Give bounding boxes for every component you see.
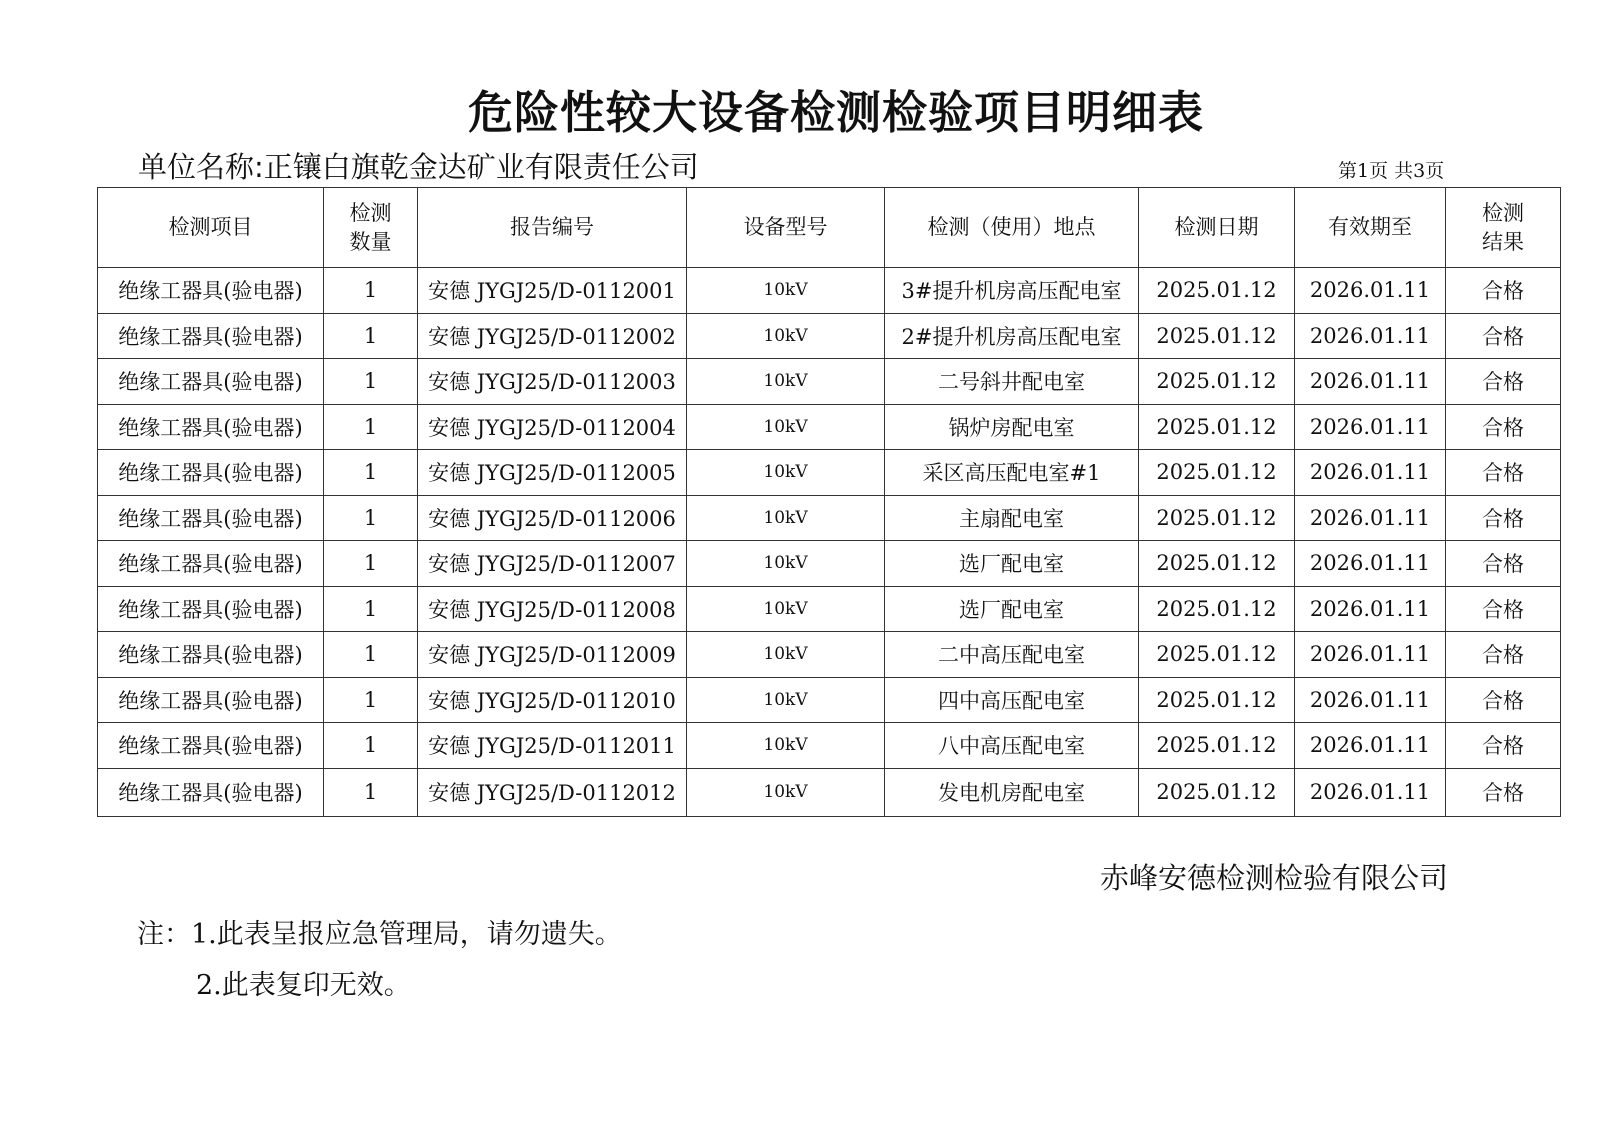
inspection-detail-table	[97, 187, 1561, 817]
cell-test-date: 2025.01.12	[1139, 404, 1295, 450]
table-row	[98, 586, 1561, 632]
header-qty-text: 检测 数量	[349, 200, 392, 254]
cell-location: 二号斜井配电室	[885, 359, 1139, 405]
cell-model: 10kV	[687, 723, 885, 769]
cell-model: 10kV	[687, 268, 885, 314]
unit-label: 单位名称:	[138, 150, 264, 184]
cell-report-no: 安德 JYGJ25/D-0112001	[418, 268, 687, 314]
cell-location: 发电机房配电室	[885, 768, 1139, 816]
table-row	[98, 359, 1561, 405]
document-title: 危险性较大设备检测检验项目明细表	[467, 86, 1204, 139]
cell-test-date: 2025.01.12	[1139, 586, 1295, 632]
cell-item: 绝缘工器具(验电器)	[98, 768, 324, 816]
unit-name: 正镶白旗乾金达矿业有限责任公司	[263, 150, 699, 184]
cell-result: 合格	[1446, 723, 1561, 769]
header-valid-until: 有效期至	[1295, 188, 1446, 268]
table-row	[98, 723, 1561, 769]
table-row	[98, 404, 1561, 450]
header-qty	[324, 188, 418, 268]
cell-item: 绝缘工器具(验电器)	[98, 313, 324, 359]
header-item: 检测项目	[98, 188, 324, 268]
cell-model: 10kV	[687, 313, 885, 359]
cell-valid-until: 2026.01.11	[1295, 313, 1446, 359]
header-result	[1446, 188, 1561, 268]
cell-qty: 1	[324, 541, 418, 587]
cell-qty: 1	[324, 632, 418, 678]
cell-test-date: 2025.01.12	[1139, 495, 1295, 541]
table-row	[98, 677, 1561, 723]
cell-item: 绝缘工器具(验电器)	[98, 677, 324, 723]
cell-report-no: 安德 JYGJ25/D-0112009	[418, 632, 687, 678]
cell-qty: 1	[324, 313, 418, 359]
table-row	[98, 450, 1561, 496]
cell-valid-until: 2026.01.11	[1295, 723, 1446, 769]
cell-location: 3#提升机房高压配电室	[885, 268, 1139, 314]
cell-test-date: 2025.01.12	[1139, 632, 1295, 678]
cell-valid-until: 2026.01.11	[1295, 586, 1446, 632]
table-row	[98, 768, 1561, 816]
cell-result: 合格	[1446, 450, 1561, 496]
cell-valid-until: 2026.01.11	[1295, 404, 1446, 450]
cell-location: 二中高压配电室	[885, 632, 1139, 678]
header-test-date: 检测日期	[1139, 188, 1295, 268]
note-1: 注：1.此表呈报应急管理局，请勿遗失。	[137, 919, 622, 950]
cell-report-no: 安德 JYGJ25/D-0112003	[418, 359, 687, 405]
cell-location: 四中高压配电室	[885, 677, 1139, 723]
header-result-text: 检测 结果	[1482, 200, 1524, 254]
cell-valid-until: 2026.01.11	[1295, 541, 1446, 587]
cell-result: 合格	[1446, 313, 1561, 359]
cell-model: 10kV	[687, 541, 885, 587]
cell-valid-until: 2026.01.11	[1295, 495, 1446, 541]
cell-result: 合格	[1446, 268, 1561, 314]
cell-model: 10kV	[687, 450, 885, 496]
cell-qty: 1	[324, 677, 418, 723]
cell-test-date: 2025.01.12	[1139, 723, 1295, 769]
cell-model: 10kV	[687, 404, 885, 450]
header-location: 检测（使用）地点	[885, 188, 1139, 268]
cell-result: 合格	[1446, 632, 1561, 678]
cell-qty: 1	[324, 723, 418, 769]
table-row	[98, 632, 1561, 678]
header-model: 设备型号	[687, 188, 885, 268]
header-report-no: 报告编号	[418, 188, 687, 268]
cell-result: 合格	[1446, 677, 1561, 723]
cell-model: 10kV	[687, 677, 885, 723]
cell-item: 绝缘工器具(验电器)	[98, 495, 324, 541]
cell-qty: 1	[324, 450, 418, 496]
table-row	[98, 268, 1561, 314]
cell-test-date: 2025.01.12	[1139, 268, 1295, 314]
table-row	[98, 313, 1561, 359]
cell-model: 10kV	[687, 359, 885, 405]
cell-report-no: 安德 JYGJ25/D-0112011	[418, 723, 687, 769]
cell-model: 10kV	[687, 632, 885, 678]
cell-report-no: 安德 JYGJ25/D-0112012	[418, 768, 687, 816]
cell-result: 合格	[1446, 359, 1561, 405]
page-indicator: 第1页 共3页	[1338, 160, 1445, 182]
cell-report-no: 安德 JYGJ25/D-0112008	[418, 586, 687, 632]
cell-test-date: 2025.01.12	[1139, 313, 1295, 359]
cell-location: 选厂配电室	[885, 541, 1139, 587]
cell-result: 合格	[1446, 586, 1561, 632]
cell-qty: 1	[324, 586, 418, 632]
cell-item: 绝缘工器具(验电器)	[98, 359, 324, 405]
table-header	[98, 188, 1561, 268]
table-body	[98, 268, 1561, 817]
table-row	[98, 495, 1561, 541]
cell-model: 10kV	[687, 586, 885, 632]
cell-report-no: 安德 JYGJ25/D-0112010	[418, 677, 687, 723]
cell-item: 绝缘工器具(验电器)	[98, 404, 324, 450]
cell-qty: 1	[324, 495, 418, 541]
cell-item: 绝缘工器具(验电器)	[98, 723, 324, 769]
cell-location: 选厂配电室	[885, 586, 1139, 632]
cell-valid-until: 2026.01.11	[1295, 268, 1446, 314]
cell-test-date: 2025.01.12	[1139, 677, 1295, 723]
cell-report-no: 安德 JYGJ25/D-0112006	[418, 495, 687, 541]
cell-valid-until: 2026.01.11	[1295, 677, 1446, 723]
cell-valid-until: 2026.01.11	[1295, 450, 1446, 496]
unit-line	[138, 145, 699, 186]
cell-result: 合格	[1446, 768, 1561, 816]
cell-item: 绝缘工器具(验电器)	[98, 268, 324, 314]
cell-location: 主扇配电室	[885, 495, 1139, 541]
cell-model: 10kV	[687, 495, 885, 541]
cell-test-date: 2025.01.12	[1139, 768, 1295, 816]
header-row	[98, 188, 1561, 268]
cell-test-date: 2025.01.12	[1139, 541, 1295, 587]
cell-report-no: 安德 JYGJ25/D-0112007	[418, 541, 687, 587]
cell-location: 2#提升机房高压配电室	[885, 313, 1139, 359]
cell-result: 合格	[1446, 541, 1561, 587]
cell-result: 合格	[1446, 495, 1561, 541]
cell-location: 锅炉房配电室	[885, 404, 1139, 450]
cell-valid-until: 2026.01.11	[1295, 768, 1446, 816]
cell-model: 10kV	[687, 768, 885, 816]
cell-test-date: 2025.01.12	[1139, 450, 1295, 496]
cell-report-no: 安德 JYGJ25/D-0112002	[418, 313, 687, 359]
table-row	[98, 541, 1561, 587]
cell-qty: 1	[324, 359, 418, 405]
cell-qty: 1	[324, 768, 418, 816]
cell-report-no: 安德 JYGJ25/D-0112004	[418, 404, 687, 450]
cell-item: 绝缘工器具(验电器)	[98, 632, 324, 678]
cell-item: 绝缘工器具(验电器)	[98, 541, 324, 587]
cell-item: 绝缘工器具(验电器)	[98, 450, 324, 496]
note-2: 2.此表复印无效。	[196, 970, 411, 1001]
issuing-company: 赤峰安德检测检验有限公司	[1100, 861, 1449, 895]
cell-location: 八中高压配电室	[885, 723, 1139, 769]
cell-qty: 1	[324, 404, 418, 450]
cell-location: 采区高压配电室#1	[885, 450, 1139, 496]
cell-item: 绝缘工器具(验电器)	[98, 586, 324, 632]
cell-qty: 1	[324, 268, 418, 314]
cell-test-date: 2025.01.12	[1139, 359, 1295, 405]
cell-report-no: 安德 JYGJ25/D-0112005	[418, 450, 687, 496]
cell-result: 合格	[1446, 404, 1561, 450]
cell-valid-until: 2026.01.11	[1295, 632, 1446, 678]
cell-valid-until: 2026.01.11	[1295, 359, 1446, 405]
